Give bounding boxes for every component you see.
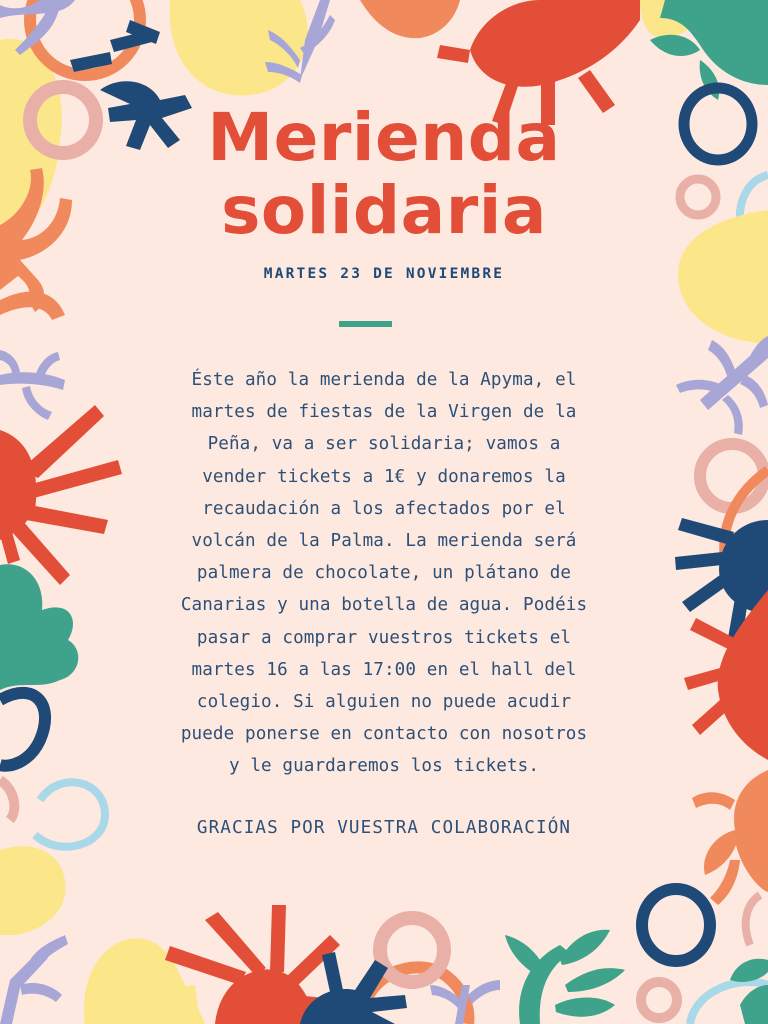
poster-title-line-1: Merienda [207,99,561,176]
event-date: MARTES 23 DE NOVIEMBRE [263,266,505,282]
body-line: puede ponerse en contacto con nosotros [180,724,588,745]
poster-title-line-2: solidaria [221,172,547,249]
body-line: palmera de chocolate, un plátano de [196,563,572,584]
body-line: vender tickets a 1€ y donaremos la [202,466,566,487]
body-line: martes de fiestas de la Virgen de la [191,402,577,423]
body-line: recaudación a los afectados por el [202,498,566,519]
body-line: volcán de la Palma. La merienda será [191,531,577,552]
body-line: colegio. Si alguien no puede acudir [196,692,572,713]
body-paragraph [104,364,664,783]
green-divider [339,321,392,327]
body-line: pasar a comprar vuestros tickets el [196,627,572,648]
body-line: martes 16 a las 17:00 en el hall del [191,659,577,680]
body-line: y le guardaremos los tickets. [228,756,540,777]
thanks-message: GRACIAS POR VUESTRA COLABORACIÓN [196,818,572,838]
body-line: Peña, va a ser solidaria; vamos a [207,434,561,455]
body-line: Éste año la merienda de la Apyma, el [191,370,577,390]
body-line: Canarias y una botella de agua. Podéis [180,595,588,616]
